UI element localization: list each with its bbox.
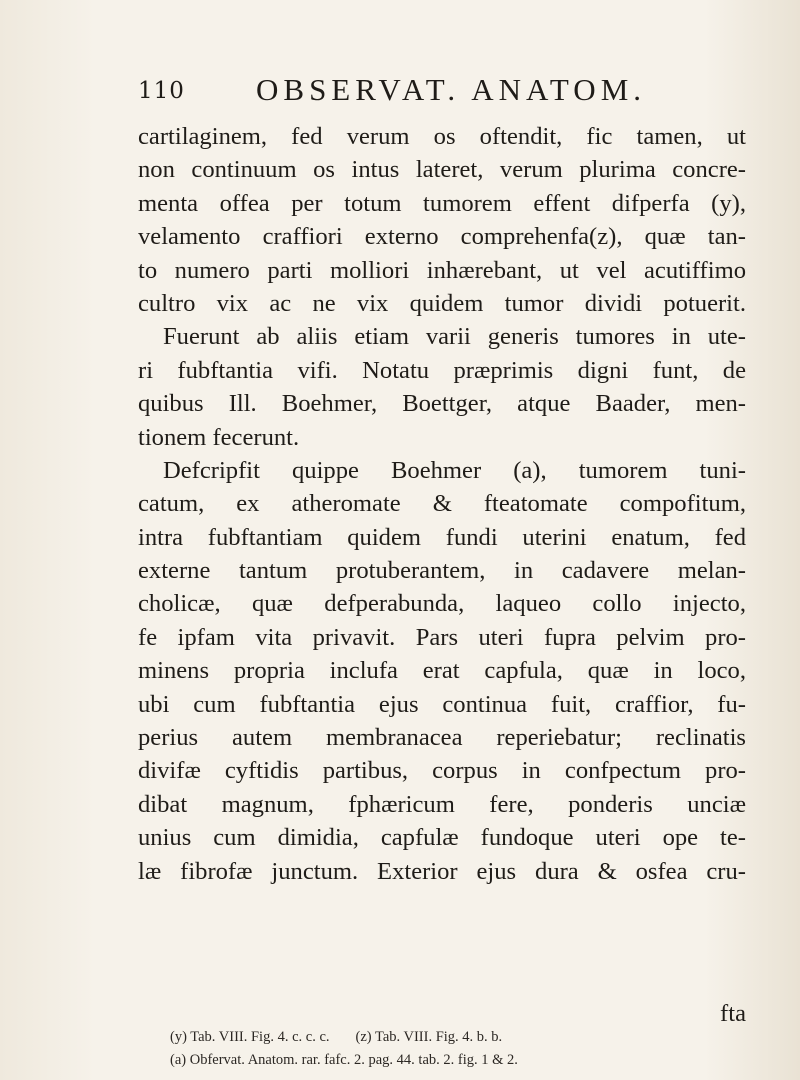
running-head: OBSERVAT. ANATOM. bbox=[256, 72, 647, 107]
text-line: dibat magnum, fphæricum fere, ponderis unciæ bbox=[138, 790, 746, 818]
text-line: ri fubftantia vifi. Notatu præprimis digni funt, de bbox=[138, 356, 746, 384]
text-line: divifæ cyftidis partibus, corpus in confpectum pro- bbox=[138, 757, 746, 785]
text-line: unius cum dimidia, capfulæ fundoque uteri ope te- bbox=[138, 824, 746, 852]
text-line: Defcripfit quippe Boehmer (a), tumorem tuni- bbox=[163, 456, 746, 484]
text-line: externe tantum protuberantem, in cadavere melan- bbox=[138, 557, 746, 585]
text-line: cartilaginem, fed verum os oftendit, fic tamen, ut bbox=[138, 123, 746, 150]
text-line: tionem fecerunt. bbox=[138, 423, 300, 451]
footnote-text: (z) Tab. VIII. Fig. 4. b. b. bbox=[355, 1029, 503, 1045]
text-line: ubi cum fubftantia ejus continua fuit, craffior, fu- bbox=[138, 690, 746, 718]
catchword: fta bbox=[720, 1000, 746, 1027]
page-header bbox=[138, 70, 698, 114]
text-line: cultro vix ac ne vix quidem tumor dividi potuerit. bbox=[138, 289, 746, 317]
text-line: fe ipfam vita privavit. Pars uteri fupra pelvim pro- bbox=[138, 623, 746, 651]
footnote-text: (y) Tab. VIII. Fig. 4. c. c. c. bbox=[170, 1029, 330, 1045]
footnote bbox=[170, 1026, 740, 1049]
text-line: intra fubftantiam quidem fundi uterini enatum, fed bbox=[138, 523, 746, 551]
footnotes bbox=[170, 1026, 740, 1072]
text-line: velamento craffiori externo comprehenfa(z), quæ tan- bbox=[138, 223, 746, 251]
text-line: catum, ex atheromate & fteatomate compofitum, bbox=[138, 490, 746, 518]
text-line: to numero parti molliori inhærebant, ut vel acutiffimo bbox=[138, 256, 746, 284]
text-line: quibus Ill. Boehmer, Boettger, atque Baader, men- bbox=[138, 390, 746, 418]
text-line: minens propria inclufa erat capfula, quæ in loco, bbox=[138, 657, 746, 685]
footnote-text: (a) Obfervat. Anatom. rar. fafc. 2. pag. 44. tab. 2. fig. 1 & 2. bbox=[170, 1052, 518, 1068]
body-text bbox=[138, 120, 746, 888]
text-line: cholicæ, quæ defperabunda, laqueo collo injecto, bbox=[138, 590, 746, 618]
text-line: menta offea per totum tumorem effent difperfa (y), bbox=[138, 189, 746, 217]
text-line: non continuum os intus lateret, verum plurima concre- bbox=[138, 156, 746, 184]
text-line: læ fibrofæ junctum. Exterior ejus dura & osfea cru- bbox=[138, 857, 746, 885]
text-line: perius autem membranacea reperiebatur; reclinatis bbox=[138, 724, 746, 752]
text-line: Fuerunt ab aliis etiam varii generis tumores in ute- bbox=[163, 323, 746, 351]
footnote bbox=[170, 1049, 740, 1072]
page-number: 110 bbox=[138, 78, 185, 104]
